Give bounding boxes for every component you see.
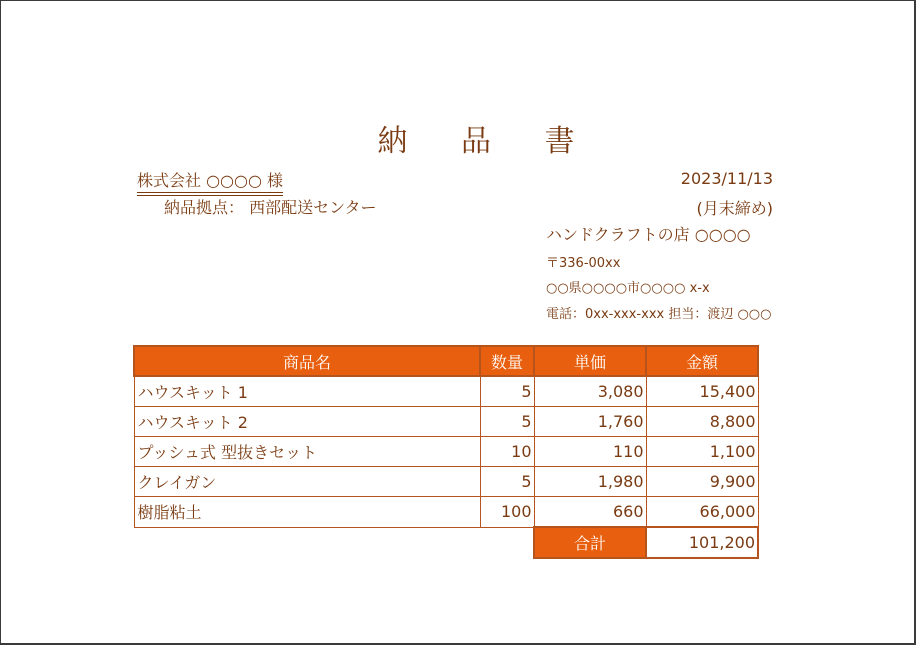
item-price: 110 [534,437,646,467]
item-amount: 15,400 [646,376,758,407]
item-amount: 9,900 [646,467,758,497]
item-amount: 66,000 [646,497,758,528]
header-amount: 金額 [646,346,758,376]
item-amount: 8,800 [646,407,758,437]
header-name: 商品名 [134,346,480,376]
total-row [134,527,758,558]
postal-code: 〒336-00xx [546,256,621,271]
item-name: ハウスキット 2 [134,407,480,437]
item-name: 樹脂粘土 [134,497,480,528]
item-amount: 1,100 [646,437,758,467]
table-header-row [134,346,758,376]
table-row [134,497,758,528]
total-value: 101,200 [646,527,758,558]
table-row [134,407,758,437]
item-qty: 10 [480,437,534,467]
customer-name: 株式会社 ○○○○ 様 [137,168,283,196]
item-qty: 5 [480,407,534,437]
item-name: ハウスキット 1 [134,376,480,407]
table-row [134,467,758,497]
item-price: 1,760 [534,407,646,437]
item-price: 660 [534,497,646,528]
item-price: 1,980 [534,467,646,497]
table-row [134,437,758,467]
issue-date: 2023/11/13 [680,169,773,188]
items-table [133,345,759,559]
item-name: クレイガン [134,467,480,497]
document-title: 納 品 書 [377,124,597,159]
total-spacer [480,527,534,558]
total-spacer [134,527,480,558]
shop-address: ○○県○○○○市○○○○ x-x [546,281,710,296]
item-name: プッシュ式 型抜きセット [134,437,480,467]
payment-terms: (月末締め) [696,199,773,218]
item-qty: 5 [480,376,534,407]
header-price: 単価 [534,346,646,376]
delivery-point: 納品拠点： 西部配送センター [164,198,377,217]
item-qty: 5 [480,467,534,497]
header-qty: 数量 [480,346,534,376]
shop-name: ハンドクラフトの店 ○○○○ [546,225,751,244]
item-qty: 100 [480,497,534,528]
table-row [134,376,758,407]
total-label: 合計 [534,527,646,558]
item-price: 3,080 [534,376,646,407]
phone-contact: 電話：0xx-xxx-xxx 担当：渡辺 ○○○ [546,307,772,322]
